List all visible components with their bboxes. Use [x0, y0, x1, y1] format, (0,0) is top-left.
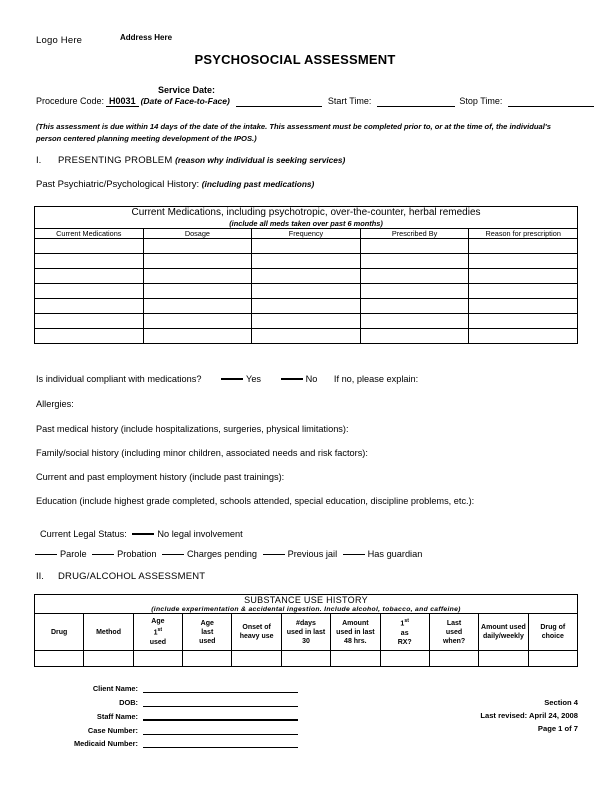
probation-checkbox[interactable] — [92, 554, 114, 555]
meds-cell[interactable] — [252, 269, 361, 284]
past-medical-history-label: Past medical history (include hospitalizations, surgeries, physical limitations): — [36, 424, 349, 434]
past-psych-subtext: (including past medications) — [201, 179, 315, 189]
service-date-sublabel: (Date of Face-to-Face) — [140, 96, 230, 106]
substance-header-row — [35, 614, 578, 651]
medicaid-number-row — [40, 739, 298, 748]
compliance-yes-label: Yes — [246, 374, 262, 384]
dob-input[interactable] — [143, 698, 298, 707]
table-row[interactable] — [35, 299, 578, 314]
logo-placeholder: Logo Here — [36, 35, 83, 46]
sub-cell[interactable] — [281, 651, 330, 667]
table-row[interactable] — [35, 329, 578, 344]
section-one-number: I. — [36, 155, 42, 166]
compliance-no-checkbox[interactable] — [281, 378, 303, 380]
meds-cell[interactable] — [143, 254, 252, 269]
meds-cell[interactable] — [469, 239, 578, 254]
meds-cell[interactable] — [143, 269, 252, 284]
meds-col-frequency: Frequency — [252, 229, 361, 239]
section-label: Section 4 — [544, 698, 578, 707]
table-row[interactable] — [35, 314, 578, 329]
meds-cell[interactable] — [252, 239, 361, 254]
sub-col-last-used-when: Last used when? — [429, 614, 478, 651]
meds-cell[interactable] — [469, 254, 578, 269]
substance-title-row — [35, 595, 578, 614]
meds-cell[interactable] — [35, 299, 144, 314]
has-guardian-label: Has guardian — [367, 549, 423, 559]
meds-cell[interactable] — [360, 254, 469, 269]
section-two-heading — [36, 571, 205, 582]
address-placeholder: Address Here — [120, 33, 173, 42]
meds-col-reason: Reason for prescription — [469, 229, 578, 239]
sub-col-drug: Drug — [35, 614, 84, 651]
service-date-input[interactable] — [236, 106, 322, 107]
sub-cell[interactable] — [528, 651, 577, 667]
education-label: Education (include highest grade completed, schools attended, special education, discipline problems, etc.): — [36, 496, 475, 506]
sub-cell[interactable] — [232, 651, 281, 667]
sub-col-first-as-rx: 1st as RX? — [380, 614, 429, 651]
substance-title-cell — [35, 595, 578, 614]
current-medications-table — [34, 206, 578, 344]
case-number-input[interactable] — [143, 726, 298, 735]
substance-title: SUBSTANCE USE HISTORY — [244, 595, 368, 605]
page-number-label: Page 1 of 7 — [537, 724, 578, 733]
sub-cell[interactable] — [183, 651, 232, 667]
sub-cell[interactable] — [380, 651, 429, 667]
charges-pending-label: Charges pending — [187, 549, 258, 559]
stop-time-label: Stop Time: — [459, 96, 503, 106]
footer-meta — [480, 696, 578, 735]
meds-cell[interactable] — [143, 299, 252, 314]
staff-name-input[interactable] — [143, 711, 298, 721]
legal-items-row — [32, 549, 422, 559]
meds-cell[interactable] — [360, 299, 469, 314]
no-legal-involvement-checkbox[interactable] — [132, 533, 154, 535]
section-one-heading — [36, 155, 345, 166]
section-two-title: DRUG/ALCOHOL ASSESSMENT — [58, 571, 206, 582]
sub-cell[interactable] — [479, 651, 528, 667]
has-guardian-checkbox[interactable] — [343, 554, 365, 555]
employment-history-label: Current and past employment history (include past trainings): — [36, 472, 285, 482]
procedure-line — [36, 96, 581, 107]
substance-subtitle: (include experimentation & accidental ingestion. Include alcohol, tobacco, and caffeine) — [151, 606, 461, 613]
client-name-input[interactable] — [143, 684, 298, 693]
meds-cell[interactable] — [360, 239, 469, 254]
sub-col-age-first-used: Age 1st used — [133, 614, 182, 651]
sub-col-days-used-last-30: #days used in last 30 — [281, 614, 330, 651]
meds-title-row — [35, 207, 578, 229]
sub-col-amount-daily-weekly: Amount used daily/weekly — [479, 614, 528, 651]
compliance-yes-checkbox[interactable] — [221, 378, 243, 380]
meds-col-current-medications: Current Medications — [35, 229, 144, 239]
meds-cell[interactable] — [143, 239, 252, 254]
parole-checkbox[interactable] — [35, 554, 57, 555]
compliance-question-text: Is individual compliant with medications? — [36, 374, 202, 384]
no-legal-involvement-label: No legal involvement — [157, 529, 243, 539]
meds-cell[interactable] — [35, 254, 144, 269]
meds-cell[interactable] — [143, 329, 252, 344]
compliance-question — [36, 374, 418, 384]
sub-col-method: Method — [84, 614, 133, 651]
last-revised-label: Last revised: April 24, 2008 — [480, 711, 578, 720]
medicaid-number-input[interactable] — [143, 739, 298, 748]
compliance-no-label: No — [305, 374, 318, 384]
sub-col-onset-heavy-use: Onset of heavy use — [232, 614, 281, 651]
dob-row — [40, 698, 298, 707]
sub-cell[interactable] — [133, 651, 182, 667]
meds-cell[interactable] — [360, 329, 469, 344]
meds-cell[interactable] — [35, 329, 144, 344]
sub-cell[interactable] — [429, 651, 478, 667]
meds-cell[interactable] — [252, 314, 361, 329]
compliance-explain-label: If no, please explain: — [333, 374, 419, 384]
meds-cell[interactable] — [360, 314, 469, 329]
meds-cell[interactable] — [469, 284, 578, 299]
meds-cell[interactable] — [252, 299, 361, 314]
sub-cell[interactable] — [84, 651, 133, 667]
service-date-group — [158, 85, 215, 95]
procedure-code-label: Procedure Code: — [36, 96, 105, 106]
start-time-label: Start Time: — [327, 96, 372, 106]
section-one-subtitle: (reason why individual is seeking services) — [175, 155, 346, 165]
previous-jail-label: Previous jail — [287, 549, 338, 559]
meds-subtitle: (include all meds taken over past 6 months) — [229, 219, 383, 228]
meds-header-row — [35, 229, 578, 239]
case-number-label: Case Number: — [87, 725, 138, 735]
meds-cell[interactable] — [252, 254, 361, 269]
table-row[interactable] — [35, 254, 578, 269]
case-number-row — [40, 726, 298, 735]
meds-col-dosage: Dosage — [143, 229, 252, 239]
meds-cell[interactable] — [469, 329, 578, 344]
client-name-label: Client Name: — [92, 684, 138, 693]
past-psych-text: Past Psychiatric/Psychological History: — [36, 179, 200, 190]
staff-name-label: Staff Name: — [96, 712, 138, 721]
meds-cell[interactable] — [35, 284, 144, 299]
footer-fields — [40, 684, 298, 753]
section-two-number: II. — [36, 571, 44, 582]
table-row[interactable] — [35, 284, 578, 299]
table-row[interactable] — [35, 651, 578, 667]
family-social-history-label: Family/social history (including minor children, associated needs and risk factors): — [36, 448, 368, 458]
start-time-input[interactable] — [377, 106, 455, 107]
meds-cell[interactable] — [360, 269, 469, 284]
meds-cell[interactable] — [35, 269, 144, 284]
table-row[interactable] — [35, 239, 578, 254]
sub-col-drug-of-choice: Drug of choice — [528, 614, 577, 651]
sub-cell[interactable] — [331, 651, 380, 667]
legal-status-label: Current Legal Status: — [40, 529, 127, 539]
section-one-title: PRESENTING PROBLEM — [58, 155, 173, 166]
meds-cell[interactable] — [35, 239, 144, 254]
due-date-note: (This assessment is due within 14 days of the date of the intake. This assessment must be completed prior to, or at the time of, the individual's person centered planning meeting development of the IPOS.) — [36, 122, 551, 143]
meds-cell[interactable] — [360, 284, 469, 299]
sub-col-amount-last-48: Amount used in last 48 hrs. — [331, 614, 380, 651]
client-name-row — [40, 684, 298, 693]
meds-title: Current Medications, including psychotropic, over-the-counter, herbal remedies — [131, 207, 481, 218]
meds-cell[interactable] — [143, 314, 252, 329]
meds-cell[interactable] — [469, 299, 578, 314]
meds-col-prescribed-by: Prescribed By — [360, 229, 469, 239]
meds-cell[interactable] — [469, 269, 578, 284]
page-title: PSYCHOSOCIAL ASSESSMENT — [194, 52, 396, 67]
meds-title-cell — [35, 207, 578, 229]
allergies-label: Allergies: — [36, 399, 74, 409]
procedure-code-value: H0031 — [106, 96, 139, 107]
charges-pending-checkbox[interactable] — [162, 554, 184, 555]
meds-cell[interactable] — [143, 284, 252, 299]
meds-cell[interactable] — [252, 329, 361, 344]
medicaid-number-label: Medicaid Number: — [73, 739, 138, 748]
staff-name-row — [40, 711, 298, 721]
legal-status-row — [40, 529, 243, 539]
meds-cell[interactable] — [469, 314, 578, 329]
sub-cell[interactable] — [35, 651, 84, 667]
sub-col-age-last-used: Age last used — [183, 614, 232, 651]
parole-label: Parole — [60, 549, 87, 559]
substance-use-history-table — [34, 594, 578, 667]
meds-cell[interactable] — [252, 284, 361, 299]
meds-cell[interactable] — [35, 314, 144, 329]
stop-time-input[interactable] — [508, 106, 594, 107]
table-row[interactable] — [35, 269, 578, 284]
probation-label: Probation — [117, 549, 157, 559]
service-date-label: Service Date: — [158, 85, 216, 95]
previous-jail-checkbox[interactable] — [263, 554, 285, 555]
dob-label: DOB: — [119, 697, 138, 707]
past-psychiatric-history-label — [36, 179, 314, 190]
